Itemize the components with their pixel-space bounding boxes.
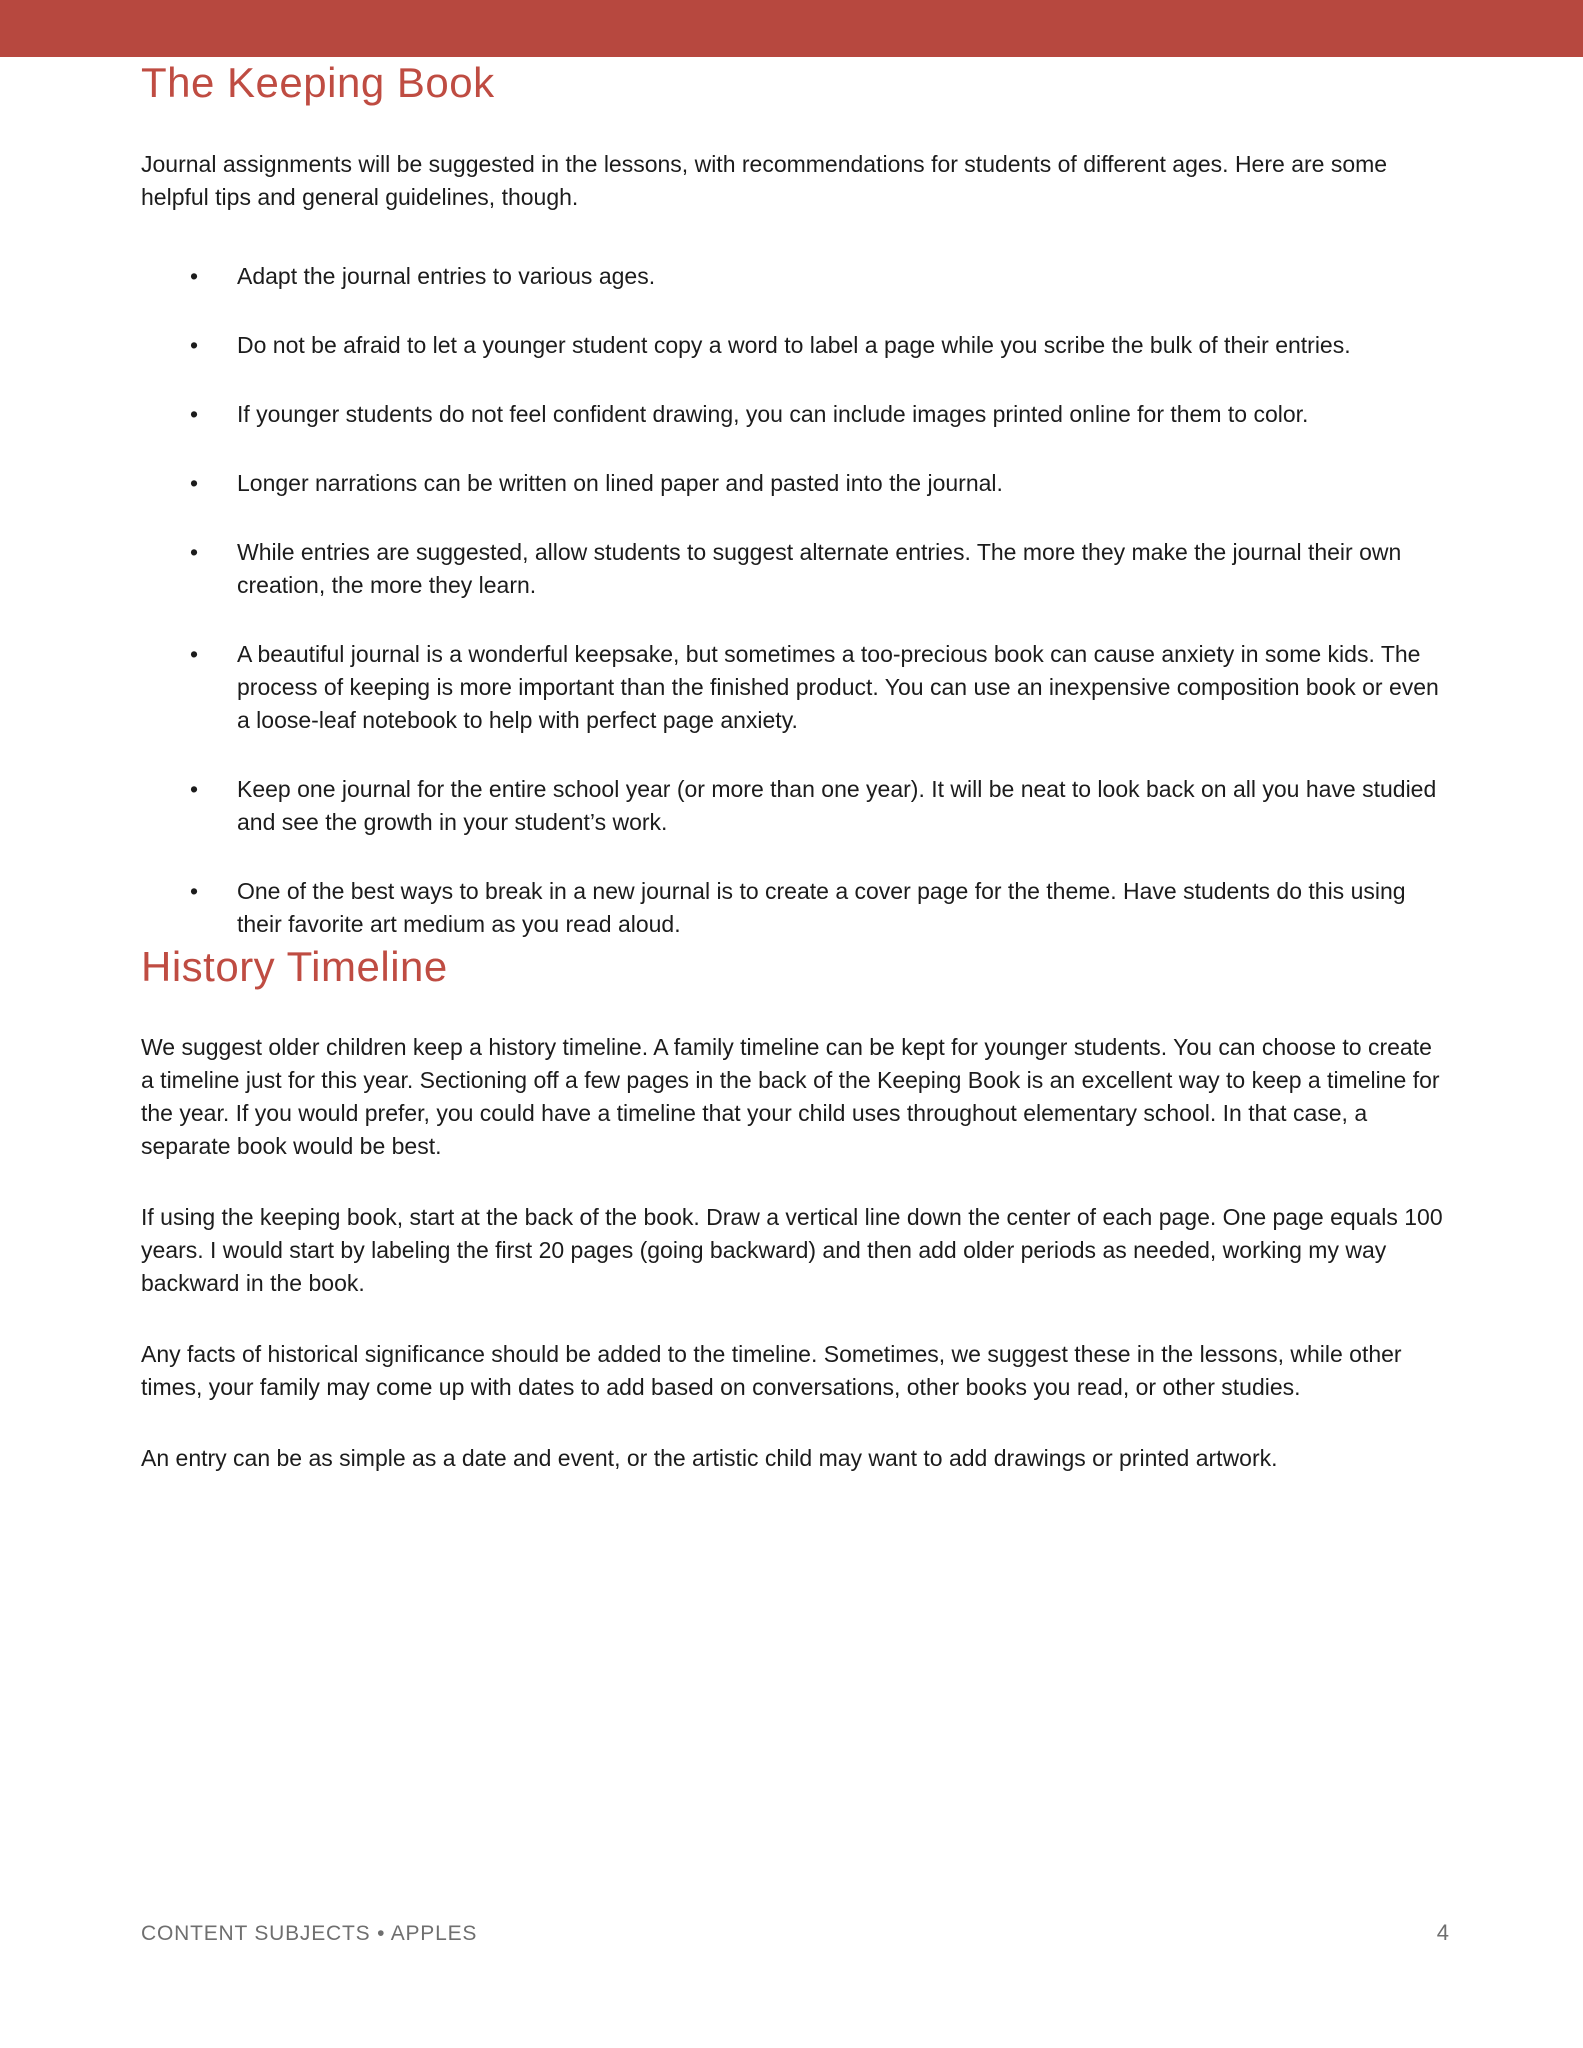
keeping-book-bullet-list bbox=[141, 260, 1447, 941]
history-timeline-paragraph: If using the keeping book, start at the back of the book. Draw a vertical line down the center of each page. One page equals 100 years. I would start by labeling the first 20 pages (going backward) and then add older periods as needed, working my way backward in the book. bbox=[141, 1204, 1443, 1296]
history-timeline-paragraph: Any facts of historical significance should be added to the timeline. Sometimes, we suggest these in the lessons, while other times, your family may come up with dates to add based on conversations, other books you read, or other studies. bbox=[141, 1341, 1402, 1400]
accent-top-bar bbox=[0, 0, 1583, 57]
page-number: 4 bbox=[1436, 1920, 1449, 1945]
footer-section-label: CONTENT SUBJECTS • APPLES bbox=[141, 1922, 478, 1945]
list-item-text: Longer narrations can be written on lined paper and pasted into the journal. bbox=[237, 469, 1003, 496]
list-item bbox=[141, 638, 1447, 737]
list-item bbox=[141, 329, 1447, 362]
list-item-text: A beautiful journal is a wonderful keepsake, but sometimes a too-precious book can cause anxiety in some kids. The process of keeping is more important than the finished product. You can use an inexpensive composition book or even a loose-leaf notebook to help with perfect page anxiety. bbox=[237, 640, 1439, 733]
bullet-icon: • bbox=[190, 640, 199, 667]
list-item bbox=[141, 536, 1447, 602]
bullet-icon: • bbox=[190, 331, 199, 358]
keeping-book-intro-paragraph: Journal assignments will be suggested in the lessons, with recommendations for students of different ages. Here are some helpful tips and general guidelines, though. bbox=[141, 150, 1388, 210]
bullet-icon: • bbox=[190, 538, 199, 565]
list-item bbox=[141, 773, 1447, 839]
page-content bbox=[141, 57, 1447, 1475]
section-heading-history-timeline: History Timeline bbox=[141, 942, 448, 990]
list-item bbox=[141, 467, 1447, 500]
list-item bbox=[141, 398, 1447, 431]
list-item-text: If younger students do not feel confident drawing, you can include images printed online for them to color. bbox=[237, 400, 1309, 427]
list-item-text: One of the best ways to break in a new journal is to create a cover page for the theme. Have students do this using their favorite art medium as you read aloud. bbox=[237, 877, 1406, 937]
history-timeline-paragraph: An entry can be as simple as a date and event, or the artistic child may want to add drawings or printed artwork. bbox=[141, 1445, 1278, 1471]
list-item bbox=[141, 260, 1447, 293]
list-item-text: Do not be afraid to let a younger student copy a word to label a page while you scribe the bulk of their entries. bbox=[237, 331, 1351, 358]
list-item bbox=[141, 875, 1447, 941]
bullet-icon: • bbox=[190, 469, 199, 496]
bullet-icon: • bbox=[190, 877, 199, 904]
history-timeline-paragraph: We suggest older children keep a history timeline. A family timeline can be kept for younger students. You can choose to create a timeline just for this year. Sectioning off a few pages in the back of the Keeping Book is an excellent way to keep a timeline for the year. If you would prefer, you could have a timeline that your child uses throughout elementary school. In that case, a separate book would be best. bbox=[141, 1034, 1440, 1159]
list-item-text: Keep one journal for the entire school year (or more than one year). It will be neat to look back on all you have studied and see the growth in your student’s work. bbox=[237, 775, 1437, 835]
list-item-text: Adapt the journal entries to various ages. bbox=[237, 262, 656, 289]
page-footer bbox=[141, 1920, 1449, 1946]
bullet-icon: • bbox=[190, 775, 199, 802]
section-heading-keeping-book: The Keeping Book bbox=[141, 59, 495, 106]
bullet-icon: • bbox=[190, 400, 199, 427]
list-item-text: While entries are suggested, allow students to suggest alternate entries. The more they make the journal their own creation, the more they learn. bbox=[237, 538, 1402, 598]
bullet-icon: • bbox=[190, 262, 199, 289]
